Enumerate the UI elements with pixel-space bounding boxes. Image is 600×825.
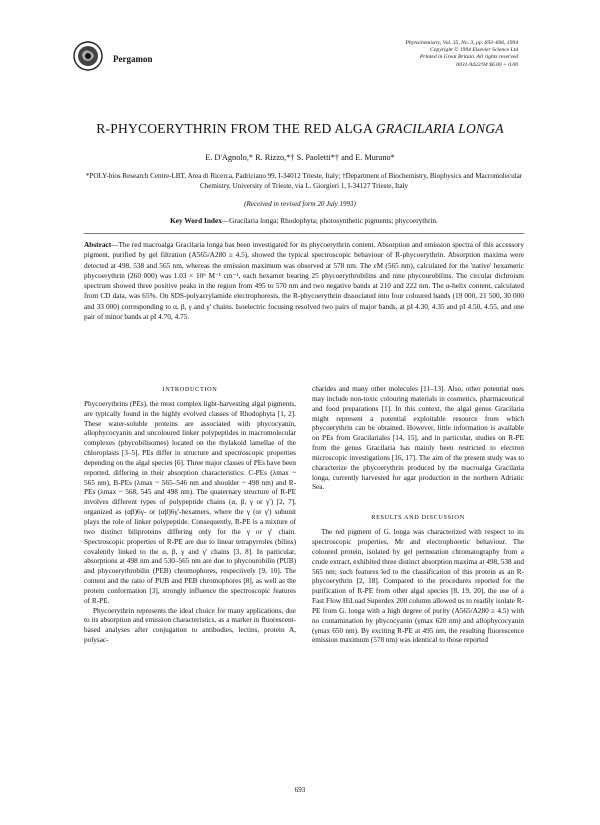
right-column	[312, 385, 524, 646]
abstract-divider	[84, 233, 524, 234]
abstract-text: —The red macroalga Gracilaria longa has been investigated for its phycoerythrin content. Absorption and emission spectra of this accessory pigment, purified by gel filtration (A565/A280 ≥ 4.5), showed the typical spectroscopic behaviour of R-phycoerythrin. Absorption maxima were detected at 498, 538 and 565 nm, whereas the emission maximum was observed at 578 nm. The εM (565 nm), calculated for the 'native' hexameric phycoerythrin (260 000) was 1.03 × 10⁶ M⁻¹ cm⁻¹, each hexamer bearing 25 phycoerythrobilins and nine phycourobilins. The circular dichroism spectrum showed three positive peaks in the region from 495 to 570 nm and two negative bands at 210 and 222 nm. The α-helix content, calculated from CD data, was 65%. On SDS-polyacrylamide electrophoresis, the R-phycoerythrin dissociated into four coloured bands (19 000, 21 500, 30 000 and 33 000) corresponding to α, β, γ and γ' chains. Isoelectric focusing resolved two pairs of major bands, at pI 4.30, 4.35 and pI 4.50, 4.55, and one pair of minor bands at pI 4.70, 4.75.	[84, 240, 524, 322]
keyword-text: —Gracilaria longa; Rhodophyta; photosynthetic pigments; phycoerythrin.	[221, 216, 438, 225]
journal-citation: Phytochemistry, Vol. 35, No. 3, pp. 693–696, 1994	[405, 40, 518, 46]
publisher-logo-icon	[73, 41, 103, 71]
abstract	[84, 240, 524, 322]
page-number: 693	[294, 786, 306, 794]
left-column	[84, 385, 296, 646]
affiliations: *POLY-bios Research Centre-LBT, Area di Ricerca, Padriciano 99, I-34012 Trieste, Italy; †Department of Biochemistry, Biophysics and Macromolecular Chemistry, University of Trieste, via L. Giorgieri 1, I-34127 Trieste, Italy	[85, 172, 523, 190]
publisher-name: Pergamon	[113, 54, 153, 64]
title-species: GRACILARIA LONGA	[375, 121, 504, 136]
issn-line: 0031-9422/94 $6.00 + 0.00	[456, 61, 518, 68]
introduction-heading: INTRODUCTION	[162, 386, 218, 393]
title-main: R-PHYCOERYTHRIN FROM THE RED ALGA	[96, 121, 376, 136]
results-paragraph: The red pigment of G. longa was characterized with respect to its spectroscopic properties, Mr and electrophoretic behaviour. The coloured protein, isolated by gel permeation chromatography from a crude extract, exhibited three distinct absorption maxima at 498, 538 and 565 nm; such features led to the classification of this protein as an R-phycoerythrin [2, 18]. Compared to the procedures reported for the purification of R-PE from other algal species [8, 19, 20], the use of a Fast Flow HiLoad Superdex 200 column allowed us to readily isolate R-PE from G. longa with a high degree of purity (A565/A280 ≥ 4.5) with no contamination by phycocyanin (γmax 620 nm) and allophycocyanin (γmax 650 nm). By exciting R-PE at 495 nm, the resulting fluorescence emission maximum (578 nm) was identical to those reported	[312, 528, 524, 645]
intro-paragraph-2: Phycoerythrin represents the ideal choice for many applications, due to its absorption and emission characteristics, as a marker in fluorescent-based analyses after conjugation to antibodies, lectins, protein A, polysac-	[84, 606, 296, 645]
intro-continuation: charides and many other molecules [11–13]. Also, other potential uses may include non-toxic colouring materials in cosmetics, pharmaceutical and food preparations [1]. In this context, the algal genus Gracilaria might represent a potential exploitable resource from which phycoerythrin can be obtained. However, little information is available on PEs from Gracilariales [14, 15], and in particular, studies on R-PE from the genus Gracilaria has mainly been restricted to electron microscopic investigations [16, 17]. The aim of the present study was to characterize the phycoerythrin produced by the macroalga Gracilaria longa, currently harvested for agar production in the northern Adriatic Sea.	[312, 385, 524, 492]
article-title	[0, 121, 600, 137]
keyword-index	[84, 216, 524, 225]
received-date: (Received in revised form 20 July 1993)	[244, 200, 356, 208]
author-list: E. D'Agnolo,* R. Rizzo,*† S. Paoletti*† and E. Murano*	[205, 153, 395, 162]
abstract-label: Abstract	[84, 240, 112, 249]
results-heading: RESULTS AND DISCUSSION	[371, 514, 465, 522]
copyright-line: Copyright © 1994 Elsevier Science Ltd	[430, 47, 518, 54]
keyword-label: Key Word Index	[170, 216, 222, 225]
printed-line: Printed in Great Britain. All rights reserved	[419, 54, 518, 61]
journal-info	[288, 40, 518, 69]
intro-paragraph-1: Phycoerythrins (PEs), the most complex light-harvesting algal pigments, are typically found in the highly evolved classes of Rhodophyta [1, 2]. These water-soluble proteins are associated with phycocyanin, allophycocyanin and uncoloured linker polypeptides in macromolecular complexes (phycobilisomes) located on the thylakoid lamellae of the chloroplasts [3–5]. PEs differ in structure and spectroscopic properties depending on the algal species [6]. Three major classes of PEs have been reported, differing in their absorption characteristics: C-PEs (λmax ~ 565 nm), B-PEs (λmax ~ 565–546 nm and shoulder ~ 498 nm) and R-PEs (λmax ~ 568, 545 and 498 nm). The quaternary structure of R-PE involves different types of polypeptide chains (α, β, γ or γ') [2, 7], organized as (αβ)6γ- or (αβ)6γ'-hexamers, where the γ (or γ') subunit plays the role of linker polypeptide. Consequently, R-PE is a mixture of two distinct biliproteins differing only for the γ or γ' chain. Spectroscopic properties of R-PE are due to linear tetrapyrroles (bilins) covalently linked to the α, β, γ and γ' chains [3, 8]. In particular, absorptions at 498 nm and 530–565 nm are due to phycourobilin (PUB) and phycoerythrobilin (PEB) chromophores, respectively [9, 10]. The content and the ratio of PUB and PEB chromophores [8], as well as the protein conformation [3], strongly influence the spectroscopic features of R-PE.	[84, 399, 296, 605]
